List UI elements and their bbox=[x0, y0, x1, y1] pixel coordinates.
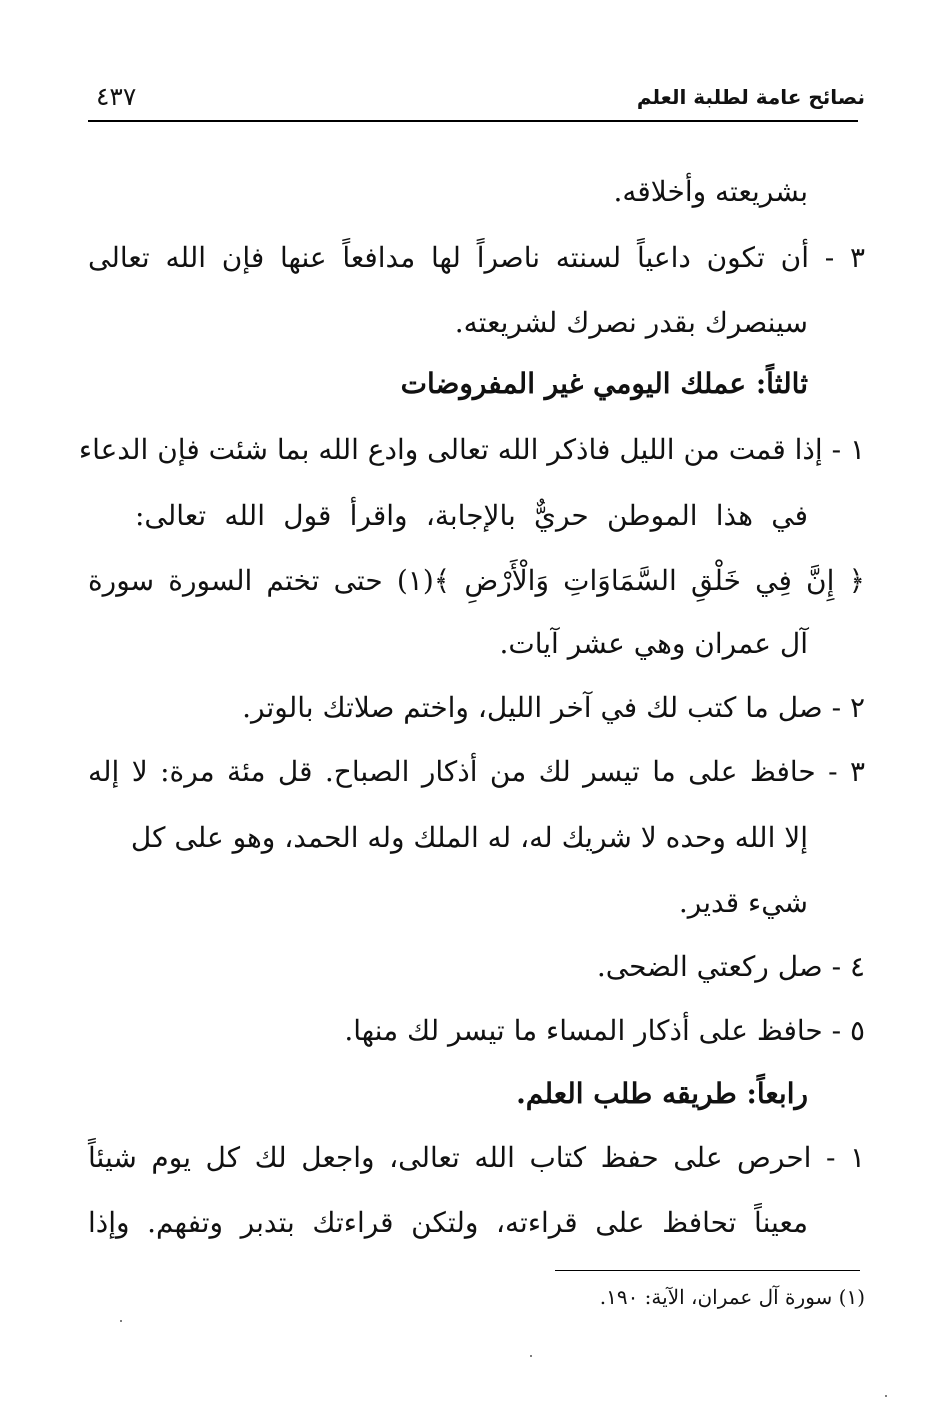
list-item-3b-line-1: ٣ - حافظ على ما تيسر لك من أذكار الصباح. قل مئة مرة: لا إله bbox=[88, 755, 865, 788]
body-line: بشريعته وأخلاقه. bbox=[613, 175, 808, 208]
list-item-1-line-4: آل عمران وهي عشر آيات. bbox=[499, 627, 808, 660]
list-item-2: ٢ - صل ما كتب لك في آخر الليل، واختم صلاتك بالوتر. bbox=[242, 691, 865, 724]
list-item-1-line-1: ١ - إذا قمت من الليل فاذكر الله تعالى وادع الله بما شئت فإن الدعاء bbox=[78, 433, 865, 466]
list-item-1b-line-1: ١ - احرص على حفظ كتاب الله تعالى، واجعل لك كل يوم شيئاً bbox=[88, 1141, 865, 1174]
list-item-5: ٥ - حافظ على أذكار المساء ما تيسر لك منها. bbox=[344, 1014, 865, 1047]
list-item-3b-line-3: شيء قدير. bbox=[678, 886, 808, 919]
section-heading-third: ثالثاً: عملك اليومي غير المفروضات bbox=[400, 367, 808, 400]
scan-speck bbox=[530, 1355, 532, 1357]
scan-speck bbox=[885, 1395, 887, 1397]
list-item-3-line-1: ٣ - أن تكون داعياً لسنته ناصراً لها مدافعاً عنها فإن الله تعالى bbox=[88, 241, 865, 274]
list-item-1b-line-2: معيناً تحافظ على قراءته، ولتكن قراءتك بتدبر وتفهم. وإذا bbox=[88, 1206, 808, 1239]
list-item-4: ٤ - صل ركعتي الضحى. bbox=[596, 950, 865, 983]
running-header-title: نصائح عامة لطلبة العلم bbox=[636, 85, 865, 109]
header-rule bbox=[88, 120, 858, 122]
section-heading-fourth: رابعاً: طريقه طلب العلم. bbox=[516, 1077, 808, 1110]
page-number: ٤٣٧ bbox=[96, 82, 137, 111]
list-item-3b-line-2: إلا الله وحده لا شريك له، له الملك وله الحمد، وهو على كل bbox=[130, 821, 808, 854]
list-item-1-line-2: في هذا الموطن حريٌّ بالإجابة، واقرأ قول الله تعالى: bbox=[135, 499, 808, 532]
footnote-rule bbox=[555, 1270, 860, 1271]
scan-speck bbox=[120, 1320, 122, 1322]
list-item-3-line-2: سينصرك بقدر نصرك لشريعته. bbox=[454, 306, 808, 339]
footnote: (١) سورة آل عمران، الآية: ١٩٠. bbox=[599, 1285, 865, 1309]
list-item-1-line-3: ﴿ إِنَّ فِي خَلْقِ السَّمَاوَاتِ وَالْأَرْضِ ﴾(١) حتى تختم السورة سورة bbox=[88, 564, 865, 597]
